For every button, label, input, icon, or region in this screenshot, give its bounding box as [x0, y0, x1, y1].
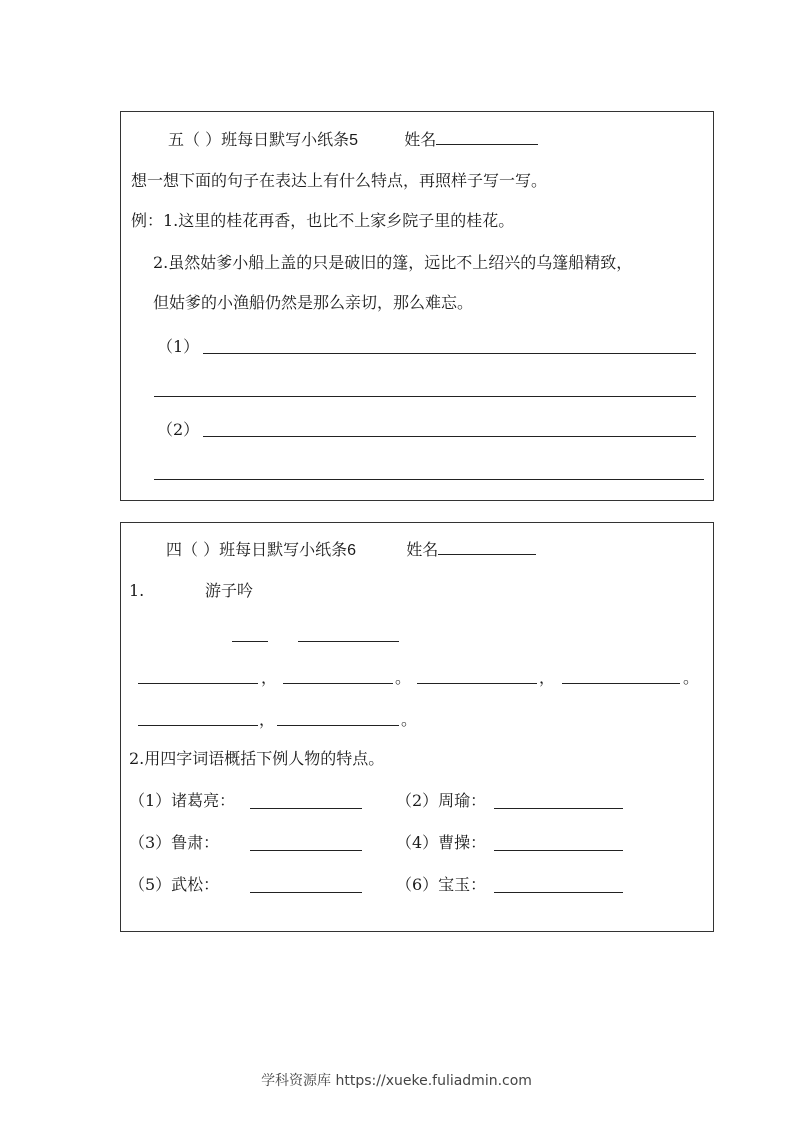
card6-header-title: 四（ ）班每日默写小纸条: [166, 540, 348, 559]
card6-person-1-label: （1）诸葛亮：: [129, 791, 236, 810]
card6-person-2-label: （2）周瑜：: [396, 791, 487, 810]
card6-person-6-label: （6）宝玉：: [396, 875, 487, 894]
card6-poem-blank-2[interactable]: [283, 683, 393, 684]
card6-poem-blank-3[interactable]: [417, 683, 537, 684]
card6-person-2-blank[interactable]: [494, 808, 623, 809]
card6-comma-3: ，: [259, 710, 276, 729]
card5-answer-2-label: （2）: [157, 420, 200, 439]
card6-period-2: 。: [683, 668, 700, 687]
card6-comma-2: ，: [539, 668, 556, 687]
card5-header: [168, 128, 538, 152]
card6-header: [166, 538, 536, 562]
footer-watermark: 学科资源库 https://xueke.fuliadmin.com: [261, 1073, 532, 1089]
card6-person-3-blank[interactable]: [250, 850, 362, 851]
card5-example-2-line2: 但姑爹的小渔船仍然是那么亲切，那么难忘。: [153, 293, 474, 312]
card5-answer-1-label: （1）: [157, 337, 200, 356]
dictation-card-5: [120, 111, 714, 501]
card6-q2-text: 2.用四字词语概括下例人物的特点。: [129, 749, 385, 768]
card6-q1-poem-title: 游子吟: [205, 581, 254, 600]
card6-person-4-blank[interactable]: [494, 850, 623, 851]
card6-person-4-label: （4）曹操：: [396, 833, 487, 852]
card6-person-3-label: （3）鲁肃：: [129, 833, 220, 852]
card6-author-blank[interactable]: [298, 641, 399, 642]
card6-person-5-label: （5）武松：: [129, 875, 220, 894]
card6-comma-1: ，: [261, 668, 278, 687]
card5-name-label: 姓名: [404, 130, 437, 149]
card6-person-6-blank[interactable]: [494, 892, 623, 893]
card5-header-title: 五（ ）班每日默写小纸条: [168, 130, 350, 149]
card6-header-number: 6: [347, 542, 356, 559]
card5-answer-2-line-b[interactable]: [154, 479, 704, 480]
card6-period-3: 。: [401, 710, 418, 729]
card6-poem-blank-5[interactable]: [138, 725, 258, 726]
card6-poem-blank-4[interactable]: [562, 683, 680, 684]
card5-example-2-line1: 2.虽然姑爹小船上盖的只是破旧的篷，远比不上绍兴的乌篷船精致，: [153, 253, 633, 272]
dictation-card-6: [120, 522, 714, 932]
card5-example-1: 例：1.这里的桂花再香，也比不上家乡院子里的桂花。: [131, 211, 515, 230]
card5-answer-2-line-a[interactable]: [203, 436, 696, 437]
card6-name-label: 姓名: [406, 540, 439, 559]
card6-poem-blank-1[interactable]: [138, 683, 258, 684]
card5-header-number: 5: [349, 132, 358, 149]
card5-instruction: 想一想下面的句子在表达上有什么特点，再照样子写一写。: [131, 171, 548, 190]
card6-period-1: 。: [395, 668, 412, 687]
card6-q1-number: 1.: [129, 581, 145, 600]
card5-answer-1-line-a[interactable]: [203, 353, 696, 354]
card6-name-field[interactable]: [438, 538, 536, 555]
card6-person-5-blank[interactable]: [250, 892, 362, 893]
card6-poem-blank-6[interactable]: [277, 725, 399, 726]
card6-dynasty-blank[interactable]: [232, 641, 268, 642]
card5-answer-1-line-b[interactable]: [154, 396, 696, 397]
card5-name-field[interactable]: [436, 128, 538, 145]
card6-person-1-blank[interactable]: [250, 808, 362, 809]
